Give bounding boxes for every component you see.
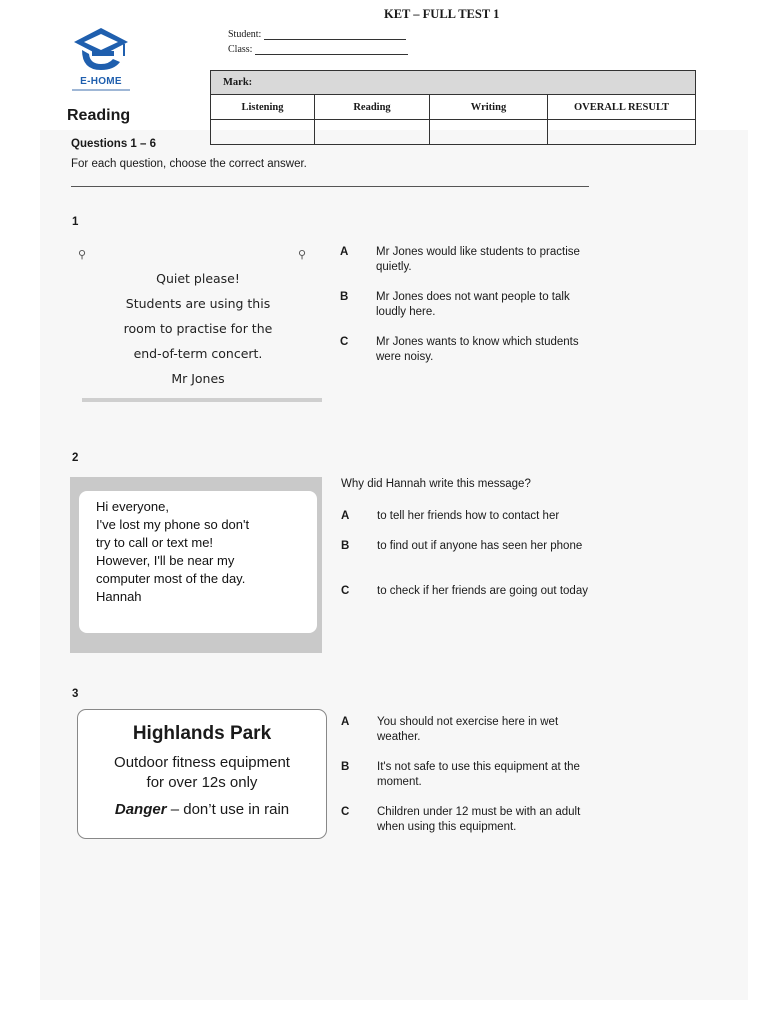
sign-line: Outdoor fitness equipment bbox=[114, 754, 290, 771]
question-number-1: 1 bbox=[72, 216, 79, 228]
class-field[interactable] bbox=[228, 44, 408, 55]
test-title: KET – FULL TEST 1 bbox=[384, 7, 500, 21]
notice-line: end-of-term concert. bbox=[133, 346, 263, 361]
mark-label: Mark: bbox=[211, 71, 696, 95]
message-line: However, I'll be near my bbox=[96, 553, 235, 568]
divider bbox=[71, 186, 589, 187]
sign-line: for over 12s only bbox=[146, 774, 258, 791]
score-reading[interactable] bbox=[315, 120, 430, 145]
notice-line: room to practise for the bbox=[123, 321, 273, 336]
option-letter: C bbox=[340, 336, 349, 348]
score-overall[interactable] bbox=[548, 120, 696, 145]
pin-icon: ⚲ bbox=[298, 249, 307, 261]
mark-score-row bbox=[211, 120, 696, 145]
message-line: try to call or text me! bbox=[96, 535, 214, 550]
option-text: Children under 12 must be with an adult when using this equipment. bbox=[377, 806, 581, 833]
sign-warning bbox=[78, 801, 326, 818]
option-letter: C bbox=[341, 585, 350, 597]
instruction: For each question, choose the correct answer. bbox=[71, 158, 307, 170]
logo-tagline-bar bbox=[72, 89, 130, 91]
option-letter: B bbox=[341, 540, 350, 552]
quiet-notice bbox=[78, 248, 322, 404]
mark-header-row bbox=[211, 95, 696, 120]
message-line: Hannah bbox=[96, 589, 142, 604]
logo-text: E-HOME bbox=[80, 76, 122, 87]
class-name-line[interactable] bbox=[255, 45, 408, 55]
highlands-park-sign bbox=[77, 709, 327, 839]
option-text: It's not safe to use this equipment at the moment. bbox=[377, 761, 580, 788]
option-text: Mr Jones does not want people to talk loudly here. bbox=[376, 291, 570, 318]
section-title: Reading bbox=[67, 107, 131, 124]
column-writing: Writing bbox=[430, 95, 548, 120]
sign-title: Highlands Park bbox=[132, 723, 272, 744]
message-line: I've lost my phone so don't bbox=[96, 517, 250, 532]
option-text: You should not exercise here in wet weather. bbox=[377, 716, 559, 743]
message-line: computer most of the day. bbox=[96, 571, 246, 586]
option-text: Mr Jones would like students to practise quietly. bbox=[376, 246, 580, 273]
question-number-2: 2 bbox=[72, 452, 79, 464]
student-label: Student: bbox=[228, 29, 262, 40]
danger-text: – don’t use in rain bbox=[166, 801, 290, 818]
score-listening[interactable] bbox=[211, 120, 315, 145]
message-text bbox=[96, 498, 312, 606]
notice-shadow bbox=[82, 398, 322, 402]
mark-row bbox=[211, 71, 696, 95]
option-letter: A bbox=[340, 246, 349, 258]
question-number-3: 3 bbox=[72, 688, 79, 700]
question-2-prompt: Why did Hannah write this message? bbox=[341, 478, 531, 490]
option-letter: A bbox=[341, 716, 350, 728]
column-overall-result: OVERALL RESULT bbox=[548, 95, 696, 120]
questions-range: Questions 1 – 6 bbox=[71, 138, 157, 150]
option-text: to tell her friends how to contact her bbox=[377, 510, 560, 522]
option-letter: C bbox=[341, 806, 350, 818]
notice-text bbox=[82, 266, 314, 391]
mark-table bbox=[210, 70, 696, 145]
danger-word: Danger bbox=[114, 801, 167, 818]
option-text: to check if her friends are going out today bbox=[377, 585, 588, 597]
column-listening: Listening bbox=[211, 95, 315, 120]
option-letter: B bbox=[340, 291, 349, 303]
message-line: Hi everyone, bbox=[96, 499, 169, 514]
student-name-line[interactable] bbox=[264, 30, 406, 40]
score-writing[interactable] bbox=[430, 120, 548, 145]
column-reading: Reading bbox=[315, 95, 430, 120]
option-letter: A bbox=[341, 510, 350, 522]
class-label: Class: bbox=[228, 44, 253, 55]
notice-line: Mr Jones bbox=[171, 371, 225, 386]
notice-line: Quiet please! bbox=[156, 271, 240, 286]
option-text: Mr Jones wants to know which students were noisy. bbox=[376, 336, 579, 363]
e-home-logo-icon bbox=[68, 26, 134, 76]
student-field[interactable] bbox=[228, 29, 406, 40]
e-home-logo bbox=[68, 26, 134, 96]
notice-line: Students are using this bbox=[125, 296, 271, 311]
option-letter: B bbox=[341, 761, 350, 773]
pin-icon: ⚲ bbox=[78, 249, 87, 261]
option-text: to find out if anyone has seen her phone bbox=[377, 540, 583, 552]
